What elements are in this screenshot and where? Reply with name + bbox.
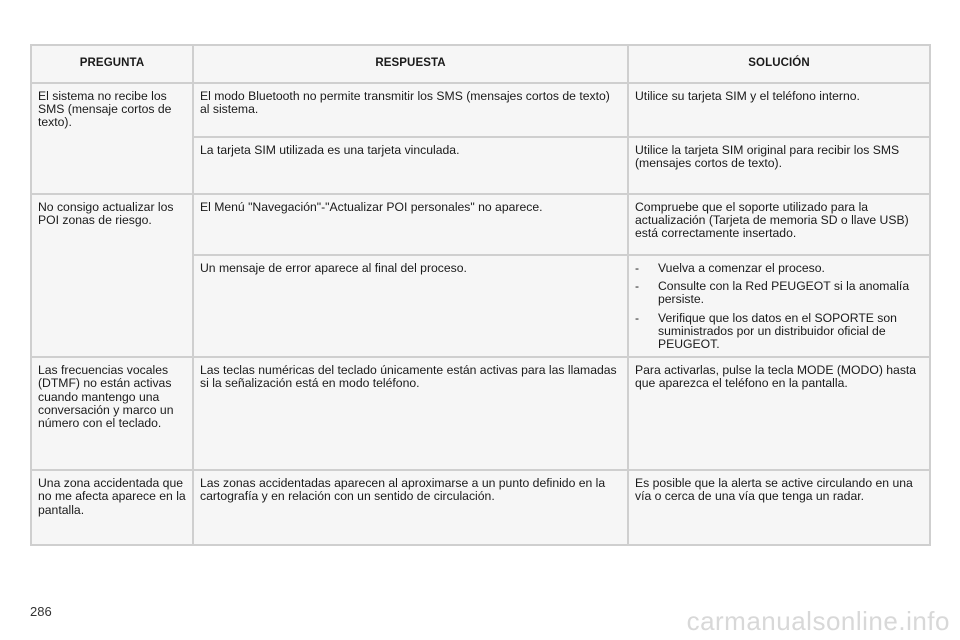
solution-cell: Es posible que la alerta se active circulando en una vía o cerca de una vía que tenga un radar. — [628, 470, 930, 545]
solution-list-item: - Vuelva a comenzar el proceso. — [635, 262, 923, 275]
header-answer: RESPUESTA — [193, 45, 628, 83]
answer-cell: Un mensaje de error aparece al final del proceso. — [193, 255, 628, 357]
solution-list-item: - Verifique que los datos en el SOPORTE son suministrados por un distribuidor oficial de PEUGEOT. — [635, 312, 923, 352]
solution-list-item: - Consulte con la Red PEUGEOT si la anomalía persiste. — [635, 280, 923, 306]
solution-cell: Compruebe que el soporte utilizado para la actualización (Tarjeta de memoria SD o llave USB) está correctamente insertado. — [628, 194, 930, 255]
solution-list — [635, 262, 923, 351]
header-question: PREGUNTA — [31, 45, 193, 83]
table-row — [31, 83, 930, 137]
solution-cell: Utilice la tarjeta SIM original para recibir los SMS (mensajes cortos de texto). — [628, 137, 930, 194]
answer-cell: La tarjeta SIM utilizada es una tarjeta vinculada. — [193, 137, 628, 194]
answer-cell: Las zonas accidentadas aparecen al aproximarse a un punto definido en la cartografía y en relación con un sentido de circulación. — [193, 470, 628, 545]
question-cell: El sistema no recibe los SMS (mensaje cortos de texto). — [31, 83, 193, 194]
answer-cell: El modo Bluetooth no permite transmitir los SMS (mensajes cortos de texto) al sistema. — [193, 83, 628, 137]
solution-cell — [628, 255, 930, 357]
table-row — [31, 194, 930, 255]
table-row — [31, 470, 930, 545]
answer-cell: El Menú "Navegación"-"Actualizar POI personales" no aparece. — [193, 194, 628, 255]
header-solution: SOLUCIÓN — [628, 45, 930, 83]
watermark: carmanualsonline.info — [686, 606, 950, 636]
question-cell: Una zona accidentada que no me afecta aparece en la pantalla. — [31, 470, 193, 545]
question-cell: Las frecuencias vocales (DTMF) no están activas cuando mantengo una conversación y marco un número con el teclado. — [31, 357, 193, 470]
table-row — [31, 357, 930, 470]
question-cell: No consigo actualizar los POI zonas de riesgo. — [31, 194, 193, 357]
solution-cell: Utilice su tarjeta SIM y el teléfono interno. — [628, 83, 930, 137]
page-number: 286 — [30, 604, 52, 619]
solution-cell: Para activarlas, pulse la tecla MODE (MODO) hasta que aparezca el teléfono en la pantalla. — [628, 357, 930, 470]
faq-table — [30, 44, 931, 546]
header-row — [31, 45, 930, 83]
answer-cell: Las teclas numéricas del teclado únicamente están activas para las llamadas si la señalización está en modo teléfono. — [193, 357, 628, 470]
